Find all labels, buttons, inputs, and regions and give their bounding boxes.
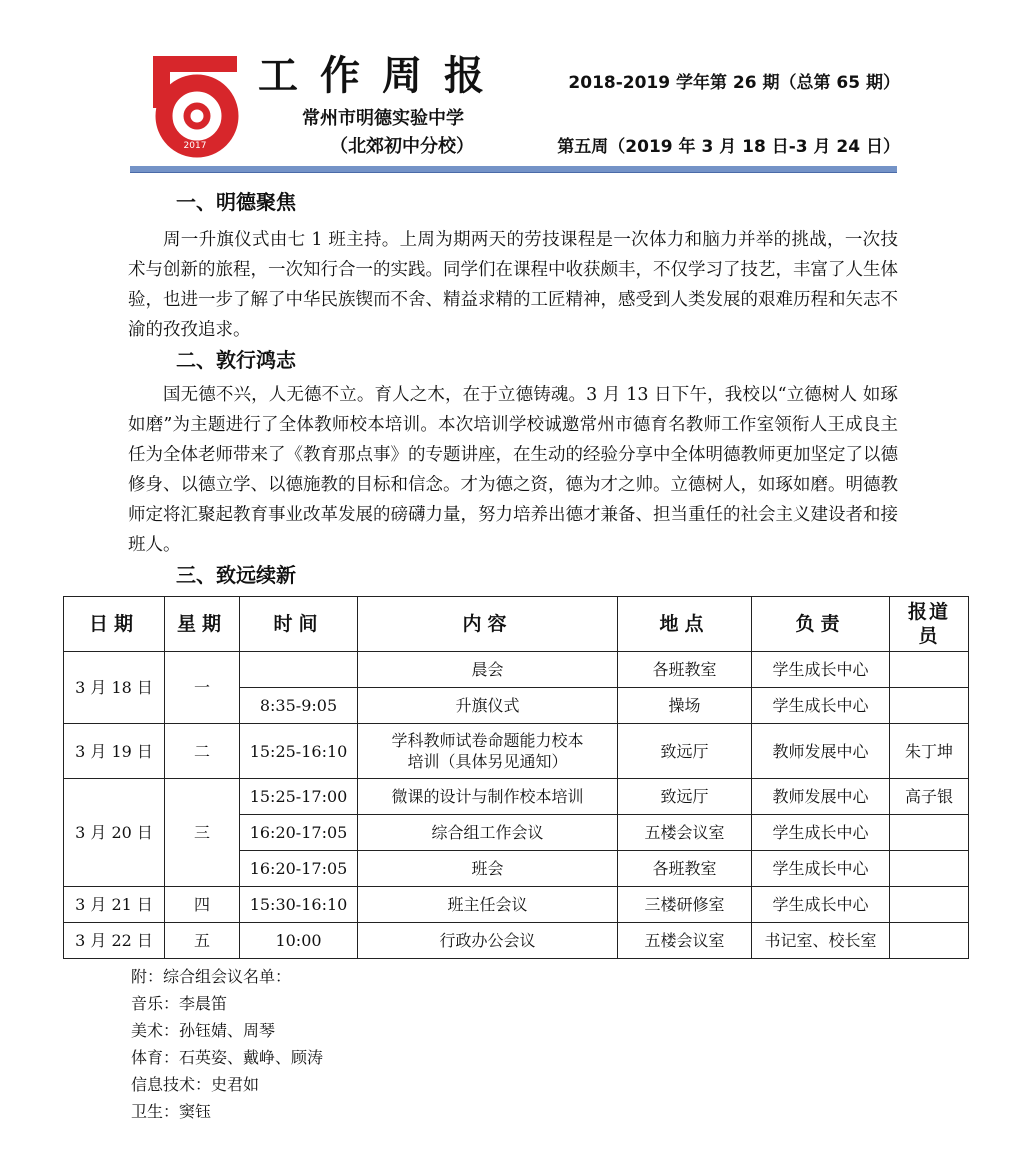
cell-owner: 学生成长中心 bbox=[752, 887, 890, 923]
column-header-location: 地点 bbox=[618, 597, 752, 652]
cell-content: 班会 bbox=[358, 851, 618, 887]
logo-ring bbox=[164, 83, 230, 149]
cell-content: 升旗仪式 bbox=[358, 688, 618, 724]
table-row bbox=[64, 887, 969, 923]
cell-location: 各班教室 bbox=[618, 652, 752, 688]
report-title: 工作周报 bbox=[258, 53, 506, 99]
cell-reporter bbox=[890, 688, 969, 724]
cell-date: 3 月 21 日 bbox=[64, 887, 165, 923]
cell-time: 15:30-16:10 bbox=[240, 887, 358, 923]
cell-reporter: 高子银 bbox=[890, 779, 969, 815]
cell-time: 10:00 bbox=[240, 923, 358, 959]
section-heading-schedule: 三、致远续新 bbox=[176, 563, 296, 587]
list-item: 音乐：李晨笛 bbox=[131, 994, 228, 1013]
logo-year: 2017 bbox=[183, 141, 207, 151]
table-row bbox=[64, 779, 969, 815]
cell-content: 行政办公会议 bbox=[358, 923, 618, 959]
cell-location: 操场 bbox=[618, 688, 752, 724]
cell-owner: 教师发展中心 bbox=[752, 779, 890, 815]
cell-owner: 教师发展中心 bbox=[752, 724, 890, 779]
cell-weekday: 三 bbox=[165, 779, 240, 887]
cell-reporter bbox=[890, 887, 969, 923]
cell-weekday: 一 bbox=[165, 652, 240, 724]
appendix-notes bbox=[131, 963, 831, 1125]
week-range: 第五周（2019 年 3 月 18 日-3 月 24 日） bbox=[557, 137, 900, 157]
school-logo bbox=[147, 50, 243, 158]
school-name: 常州市明德实验中学 bbox=[302, 108, 464, 129]
cell-weekday: 五 bbox=[165, 923, 240, 959]
header-divider bbox=[130, 166, 897, 173]
cell-location: 致远厅 bbox=[618, 724, 752, 779]
column-header-weekday: 星期 bbox=[165, 597, 240, 652]
cell-date: 3 月 22 日 bbox=[64, 923, 165, 959]
cell-content: 综合组工作会议 bbox=[358, 815, 618, 851]
cell-reporter bbox=[890, 652, 969, 688]
list-item: 美术：孙钰婧、周琴 bbox=[131, 1021, 276, 1040]
column-header-owner: 负责 bbox=[752, 597, 890, 652]
cell-time: 16:20-17:05 bbox=[240, 851, 358, 887]
cell-reporter: 朱丁坤 bbox=[890, 724, 969, 779]
cell-owner: 学生成长中心 bbox=[752, 815, 890, 851]
cell-time: 15:25-17:00 bbox=[240, 779, 358, 815]
column-header-date: 日期 bbox=[64, 597, 165, 652]
table-row bbox=[64, 923, 969, 959]
cell-weekday: 二 bbox=[165, 724, 240, 779]
cell-location: 五楼会议室 bbox=[618, 923, 752, 959]
appendix-title: 附：综合组会议名单： bbox=[131, 967, 292, 986]
cell-owner: 学生成长中心 bbox=[752, 688, 890, 724]
cell-content: 班主任会议 bbox=[358, 887, 618, 923]
column-header-reporter: 报道员 bbox=[890, 597, 969, 652]
issue-number: 2018-2019 学年第 26 期（总第 65 期） bbox=[568, 73, 900, 93]
campus-name: （北郊初中分校） bbox=[330, 136, 474, 157]
cell-reporter bbox=[890, 815, 969, 851]
column-header-time: 时间 bbox=[240, 597, 358, 652]
cell-owner: 书记室、校长室 bbox=[752, 923, 890, 959]
cell-location: 五楼会议室 bbox=[618, 815, 752, 851]
list-item: 卫生：窦钰 bbox=[131, 1102, 212, 1121]
logo-inner-ring bbox=[187, 106, 207, 126]
cell-time: 16:20-17:05 bbox=[240, 815, 358, 851]
section-body-focus: 周一升旗仪式由七 1 班主持。上周为期两天的劳技课程是一次体力和脑力并举的挑战，一次技术与创新的旅程，一次知行合一的实践。同学们在课程中收获颇丰，不仅学习了技艺，丰富了人生体验，也进一步了解了中华民族锲而不舍、精益求精的工匠精神，感受到人类发展的艰难历程和矢志不渝的孜孜追求。 bbox=[128, 230, 898, 340]
school-emblem-icon bbox=[147, 50, 243, 158]
cell-time: 15:25-16:10 bbox=[240, 724, 358, 779]
cell-location: 致远厅 bbox=[618, 779, 752, 815]
section-heading-focus: 一、明德聚焦 bbox=[176, 190, 296, 214]
cell-time bbox=[240, 652, 358, 688]
list-item: 体育：石英姿、戴峥、顾涛 bbox=[131, 1048, 324, 1067]
section-heading-ambition: 二、敦行鸿志 bbox=[176, 348, 296, 372]
cell-location: 三楼研修室 bbox=[618, 887, 752, 923]
cell-owner: 学生成长中心 bbox=[752, 851, 890, 887]
cell-reporter bbox=[890, 851, 969, 887]
table-header-row bbox=[64, 597, 969, 652]
cell-reporter bbox=[890, 923, 969, 959]
section-body-ambition: 国无德不兴，人无德不立。育人之木，在于立德铸魂。3 月 13 日下午，我校以“立德树人 如琢如磨”为主题进行了全体教师校本培训。本次培训学校诚邀常州市德育名教师工作室领衔人王成良主任为全体老师带来了《教育那点事》的专题讲座，在生动的经验分享中全体明德教师更加坚定了以德修身、以德立学、以德施教的目标和信念。才为德之资，德为才之帅。立德树人，如琢如磨。明德教师定将汇聚起教育事业改革发展的磅礴力量，努力培养出德才兼备、担当重任的社会主义建设者和接班人。 bbox=[128, 385, 898, 555]
cell-date: 3 月 18 日 bbox=[64, 652, 165, 724]
list-item: 信息技术：史君如 bbox=[131, 1075, 260, 1094]
cell-owner: 学生成长中心 bbox=[752, 652, 890, 688]
column-header-content: 内容 bbox=[358, 597, 618, 652]
cell-content: 晨会 bbox=[358, 652, 618, 688]
cell-content: 学科教师试卷命题能力校本培训（具体另见通知） bbox=[358, 724, 618, 779]
cell-location: 各班教室 bbox=[618, 851, 752, 887]
cell-weekday: 四 bbox=[165, 887, 240, 923]
cell-content: 微课的设计与制作校本培训 bbox=[358, 779, 618, 815]
cell-date: 3 月 20 日 bbox=[64, 779, 165, 887]
cell-date: 3 月 19 日 bbox=[64, 724, 165, 779]
table-row bbox=[64, 724, 969, 779]
cell-time: 8:35-9:05 bbox=[240, 688, 358, 724]
table-row bbox=[64, 652, 969, 688]
schedule-table bbox=[63, 596, 969, 959]
